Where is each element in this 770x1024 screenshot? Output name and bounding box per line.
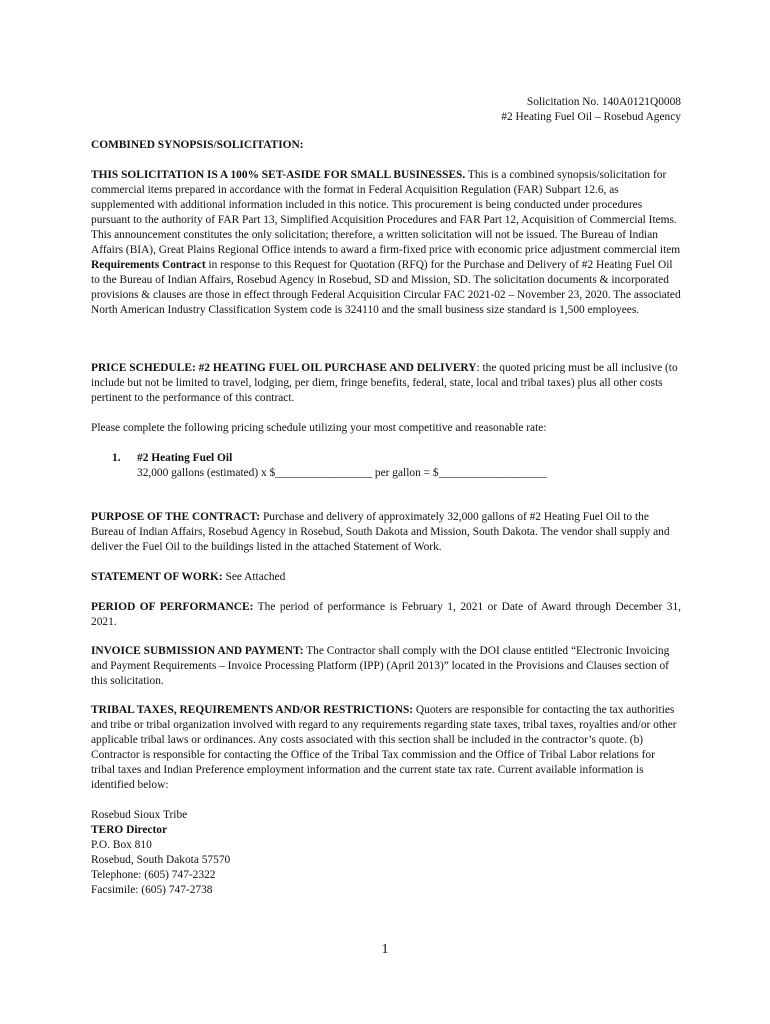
period-lead: PERIOD OF PERFORMANCE: [91, 601, 254, 613]
address-city: Rosebud, South Dakota 57570 [91, 854, 231, 866]
page-number: 1 [381, 942, 389, 957]
document-type-heading: COMBINED SYNOPSIS/SOLICITATION: [91, 139, 304, 151]
please-complete-text: Please complete the following pricing schedule utilizing your most competitive and reasonable rate: [91, 422, 547, 434]
intro-paragraph: THIS SOLICITATION IS A 100% SET-ASIDE FOR SMALL BUSINESSES. This is a combined synopsis/solicitation for commercial items prepared in accordance with the format in Federal Acquisition Regulation (FAR) Subpart 12.6, as supplemented with additional information included in this notice. This procurement is being conducted under procedures pursuant to the authority of FAR Part 13, Simplified Acquisition Procedures and FAR Part 12, Acquisition of Commercial Items. This announcement constitutes the only solicitation; therefore, a written solicitation will not be issued. The Bureau of Indian Affairs (BIA), Great Plains Regional Office intends to award a firm-fixed price with economic price adjustment commercial item Requirements Contract in response to this Request for Quotation (RFQ) for the Purchase and Delivery of #2 Heating Fuel Oil to the Bureau of Indian Affairs, Rosebud Agency in Rosebud, SD and Mission, SD. The solicitation documents & incorporated provisions & clauses are those in effect through Federal Acquisition Circular FAC 2021-02 – November 23, 2020. The associated North American Industry Classification System code is 324110 and the small business size standard is 1,500 employees. [91, 169, 681, 316]
invoice-paragraph: INVOICE SUBMISSION AND PAYMENT: The Contractor shall comply with the DOI clause entitled “Electronic Invoicing and Payment Requirements – Invoice Processing Platform (IPP) (April 2013)” located in the Provisions and Clauses section of this solicitation. [91, 645, 670, 687]
purpose-lead: PURPOSE OF THE CONTRACT: [91, 511, 261, 523]
pricing-item [112, 451, 672, 481]
sow-lead: STATEMENT OF WORK: [91, 571, 223, 583]
item-number: 1. [112, 452, 121, 464]
item-title: #2 Heating Fuel Oil [137, 452, 233, 464]
address-fax: Facsimile: (605) 747-2738 [91, 884, 213, 896]
tribal-lead: TRIBAL TAXES, REQUIREMENTS AND/OR RESTRICTIONS: [91, 704, 414, 716]
address-po: P.O. Box 810 [91, 839, 152, 851]
invoice-lead: INVOICE SUBMISSION AND PAYMENT: [91, 645, 304, 657]
purpose-paragraph: PURPOSE OF THE CONTRACT: Purchase and delivery of approximately 32,000 gallons of #2 Heating Fuel Oil to the Bureau of Indian Affairs, Rosebud Agency in Rosebud, South Dakota and Mission, South Dakota. The vendor shall supply and deliver the Fuel Oil to the buildings listed in the attached Statement of Work. [91, 511, 670, 553]
address-phone: Telephone: (605) 747-2322 [91, 869, 216, 881]
tribal-paragraph: TRIBAL TAXES, REQUIREMENTS AND/OR RESTRICTIONS: Quoters are responsible for contacting the tax authorities and tribe or tribal organization involved with regard to any requirements regarding state taxes, tribal taxes, royalties and/or other applicable tribal laws or ordinances. Any costs associated with this section shall be included in the contractor’s quote. (b) Contractor is responsible for contacting the Office of the Tribal Tax commission and the Office of Tribal Labor relations for tribal taxes and Indian Preference employment information and the current state tax rate. Current available information is identified below: [91, 704, 677, 791]
price-schedule-paragraph: PRICE SCHEDULE: #2 HEATING FUEL OIL PURCHASE AND DELIVERY: the quoted pricing must be all inclusive (to include but not be limited to travel, lodging, per diem, fringe benefits, federal, state, local and tribal taxes) plus all other costs pertinent to the performance of this contract. [91, 362, 678, 404]
document-header [501, 95, 681, 125]
address-title: TERO Director [91, 824, 168, 836]
statement-of-work: STATEMENT OF WORK: See Attached [91, 571, 286, 583]
item-pricing-line: 32,000 gallons (estimated) x $_________________ per gallon = $___________________ [137, 467, 547, 479]
intro-lead: THIS SOLICITATION IS A 100% SET-ASIDE FOR SMALL BUSINESSES. [91, 169, 466, 181]
solicitation-subtitle: #2 Heating Fuel Oil – Rosebud Agency [501, 111, 681, 123]
period-paragraph: PERIOD OF PERFORMANCE: The period of performance is February 1, 2021 or Date of Award through December 31, 2021. [91, 601, 681, 628]
price-schedule-lead: PRICE SCHEDULE: #2 HEATING FUEL OIL PURCHASE AND DELIVERY [91, 362, 477, 374]
tero-address [91, 808, 681, 898]
requirements-contract: Requirements Contract [91, 259, 206, 271]
solicitation-number: Solicitation No. 140A0121Q0008 [526, 96, 681, 108]
address-org: Rosebud Sioux Tribe [91, 809, 188, 821]
